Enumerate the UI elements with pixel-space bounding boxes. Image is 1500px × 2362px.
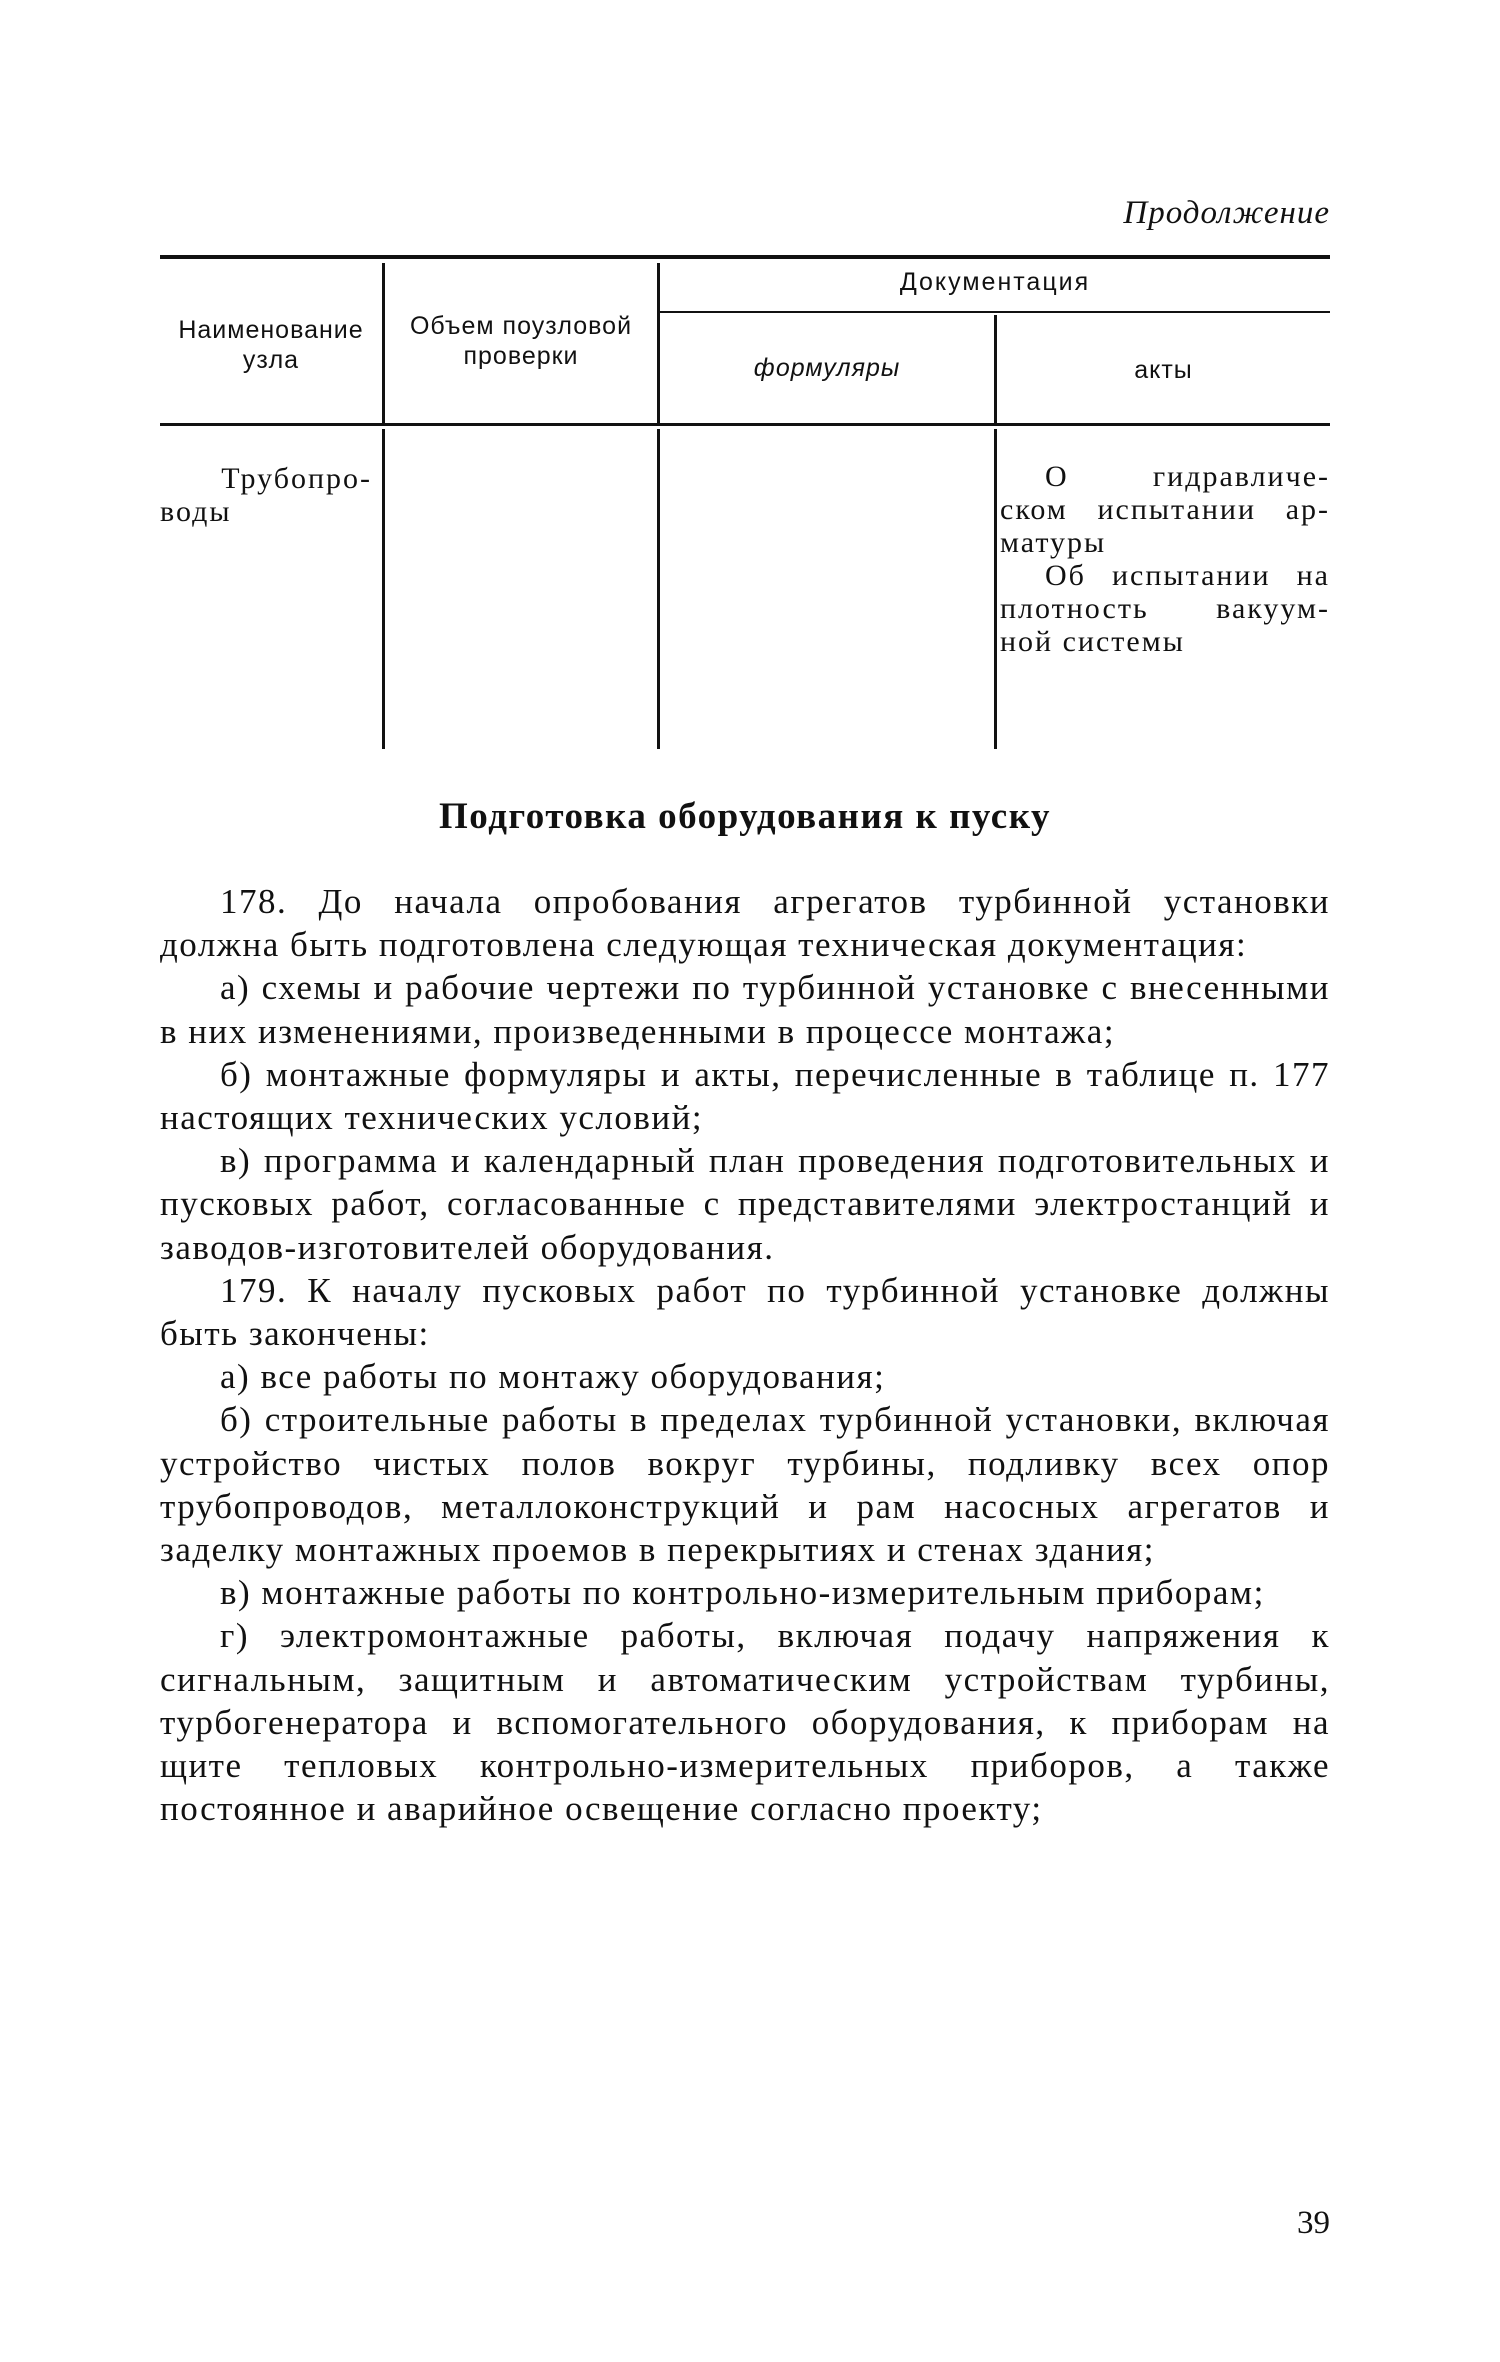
paragraph-179-d: г) электромонтажные работы, включая подачу напряжения к сигнальным, защитным и автоматическим устройствам турбины, турбогенератора и вспомогательного оборудования, к приборам на щите тепловых контрольно-измерительных приборов, а также постоянное и аварийное освещение согласно проекту; — [160, 1616, 1330, 1829]
body-divider-1 — [382, 429, 385, 749]
paragraph-179-b: б) строительные работы в пределах турбинной установки, включая устройство чистых полов вокруг турбины, подливку всех опор трубопроводов, металлоконструкций и рам насосных агрегатов и заделку монтажных проемов в перекрытиях и стенах здания; — [160, 1400, 1330, 1570]
continuation-label: Продолжение — [1123, 195, 1330, 231]
paragraph-179: 179. К началу пусковых работ по турбинной установке должны быть закончены: — [160, 1270, 1330, 1354]
header-check-scope: Объем поузловой проверки — [409, 312, 633, 370]
table-top-rule — [160, 255, 1330, 259]
header-documentation: Документация — [899, 268, 1091, 296]
header-node-name: Наименование узла — [178, 316, 364, 374]
paragraph-178-c: в) программа и календарный план проведения подготовительных и пусковых работ, согласованные с представителями электростанций и заводов-изготовителей оборудования. — [160, 1141, 1330, 1267]
body-divider-3 — [994, 429, 997, 749]
documentation-table — [160, 255, 1330, 750]
cell-acts: О гидравличе- ском испытании ар- матуры Об испытании на плотность вакуум- ной системы — [1000, 460, 1330, 658]
document-page — [160, 0, 1330, 2362]
paragraph-179-a: а) все работы по монтажу оборудования; — [220, 1357, 886, 1397]
table-header-rule — [160, 423, 1330, 426]
paragraph-178-b: б) монтажные формуляры и акты, перечисленные в таблице п. 177 настоящих технических условий; — [160, 1054, 1330, 1138]
header-acts: акты — [1134, 356, 1193, 384]
paragraph-179-c: в) монтажные работы по контрольно-измерительным приборам; — [220, 1573, 1265, 1613]
paragraph-178: 178. До начала опробования агрегатов турбинной установки должна быть подготовлена следующая техническая документация: — [160, 882, 1330, 965]
paragraph-178-a: а) схемы и рабочие чертежи по турбинной установке с внесенными в них изменениями, произведенными в процессе монтажа; — [160, 968, 1330, 1051]
section-title: Подготовка оборудования к пуску — [439, 796, 1051, 837]
body-text — [160, 880, 1330, 1830]
body-divider-2 — [657, 429, 660, 749]
cell-node-name: Трубопро- воды — [160, 462, 372, 528]
page-number: 39 — [1297, 2205, 1330, 2241]
header-forms: формуляры — [753, 354, 901, 382]
documentation-subheader-rule — [658, 311, 1330, 313]
